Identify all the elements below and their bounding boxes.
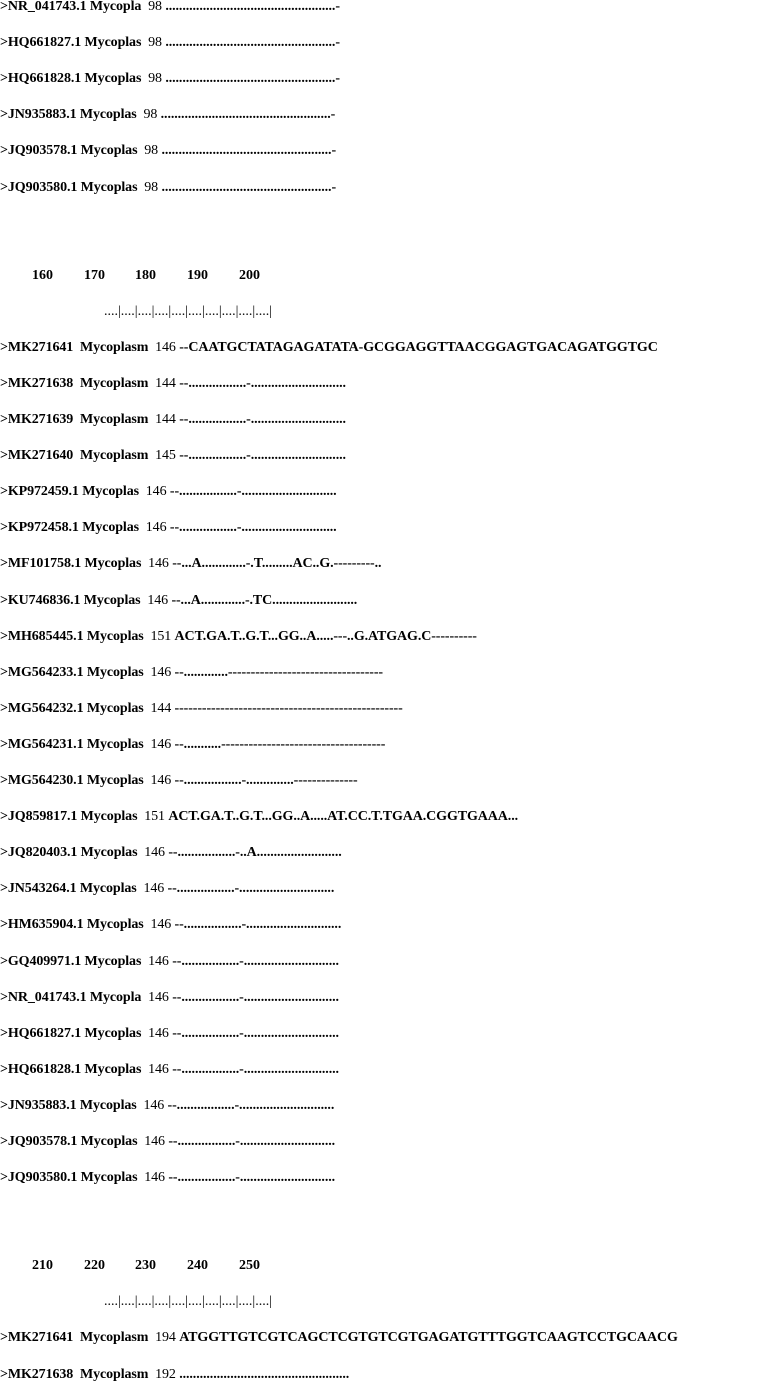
sequence-residues: ..................................................-: [165, 0, 340, 14]
sequence-position: 146: [141, 989, 173, 1005]
ruler-number: 190: [187, 267, 208, 283]
sequence-position: 98: [141, 35, 166, 51]
alignment-row: [0, 989, 339, 1007]
alignment-row: [0, 375, 346, 393]
sequence-residues: --.................-..A.........................: [168, 845, 342, 861]
sequence-label: >HQ661827.1 Mycoplas: [0, 35, 142, 51]
alignment-row: [0, 447, 346, 465]
sequence-label: >JN935883.1 Mycoplas: [0, 107, 137, 123]
sequence-residues: --.................-............................: [179, 375, 346, 391]
sequence-position: 146: [143, 917, 175, 933]
sequence-label: >NR_041743.1 Mycopla: [0, 0, 142, 14]
sequence-label: >MK271640 Mycoplasm: [0, 448, 149, 464]
sequence-position: 144: [148, 412, 180, 427]
sequence-position: 145: [148, 448, 180, 464]
ruler-number: 220: [84, 1258, 105, 1274]
sequence-residues: --...A.............-.T.........AC..G.---------..: [172, 556, 382, 572]
sequence-residues: --CAATGCTATAGAGATATA-GCGGAGGTTAACGGAGTGACAGATGGTGC: [179, 339, 658, 355]
sequence-label: >JQ903580.1 Mycoplas: [0, 179, 138, 195]
sequence-position: 146: [136, 1097, 168, 1113]
alignment-row: [0, 844, 342, 862]
sequence-label: >JQ903580.1 Mycoplas: [0, 1170, 138, 1186]
sequence-position: 146: [137, 1134, 169, 1149]
ruler-number: 200: [239, 267, 260, 283]
sequence-position: 98: [137, 179, 162, 195]
alignment-row: [0, 0, 340, 16]
ruler-number: 180: [135, 267, 156, 283]
sequence-residues: ATGGTTGTCGTCAGCTCGTGTCGTGAGATGTTTGGTCAAGTCCTGCAACG: [179, 1330, 678, 1346]
sequence-residues: --.............----------------------------------: [174, 664, 383, 680]
sequence-position: 146: [143, 736, 175, 752]
alignment-row: [0, 916, 341, 934]
sequence-label: >MK271638 Mycoplasm: [0, 375, 149, 391]
alignment-row: [0, 106, 335, 124]
sequence-position: 192: [148, 1366, 180, 1382]
sequence-residues: --.................-............................: [168, 1170, 336, 1186]
sequence-label: >KP972459.1 Mycoplas: [0, 484, 139, 500]
ruler-ticks: ....|....|....|....|....|....|....|....|....|....|: [104, 1294, 273, 1310]
sequence-position: 98: [141, 0, 166, 14]
alignment-row: [0, 664, 383, 682]
alignment-row: [0, 555, 381, 573]
sequence-position: 146: [138, 520, 170, 536]
alignment-row: [0, 70, 340, 88]
sequence-position: 151: [143, 628, 175, 644]
sequence-residues: --.................-............................: [179, 448, 346, 464]
sequence-label: >MK271639 Mycoplasm: [0, 412, 149, 427]
sequence-position: 98: [137, 143, 162, 159]
sequence-residues: ..................................................-: [161, 179, 337, 195]
alignment-row: [0, 1329, 678, 1347]
sequence-label: >KP972458.1 Mycoplas: [0, 520, 139, 536]
sequence-residues: --.................-............................: [168, 1134, 336, 1149]
sequence-label: >MG564233.1 Mycoplas: [0, 664, 144, 680]
sequence-residues: --.................-............................: [167, 1097, 335, 1113]
sequence-residues: --.................-..............--------------: [174, 773, 358, 788]
sequence-label: >MH685445.1 Mycoplas: [0, 628, 144, 644]
alignment-row: [0, 483, 337, 501]
sequence-position: 146: [143, 664, 175, 680]
sequence-position: 146: [141, 1025, 173, 1041]
alignment-row: [0, 953, 339, 971]
alignment-row: [0, 592, 357, 610]
sequence-label: >MK271641 Mycoplasm: [0, 1330, 149, 1346]
alignment-row: [0, 519, 337, 537]
sequence-label: >JQ820403.1 Mycoplas: [0, 845, 138, 861]
sequence-residues: ..................................................-: [160, 107, 336, 123]
sequence-residues: --------------------------------------------------: [174, 700, 403, 716]
sequence-position: 146: [141, 556, 173, 572]
sequence-label: >JQ903578.1 Mycoplas: [0, 1134, 138, 1149]
sequence-residues: --.................-............................: [179, 412, 346, 427]
sequence-position: 146: [141, 953, 173, 969]
sequence-label: >NR_041743.1 Mycopla: [0, 989, 142, 1005]
alignment-row: [0, 1169, 335, 1187]
alignment-row: [0, 628, 477, 646]
sequence-label: >MG564232.1 Mycoplas: [0, 700, 144, 716]
alignment-row: [0, 736, 385, 754]
alignment-row: [0, 339, 658, 357]
alignment-row: [0, 411, 346, 429]
sequence-position: 146: [136, 881, 168, 897]
sequence-residues: ..................................................: [179, 1366, 350, 1382]
sequence-label: >HQ661828.1 Mycoplas: [0, 71, 142, 87]
alignment-row: [0, 808, 518, 826]
sequence-residues: ACT.GA.T..G.T...GG..A.....---..G.ATGAG.C----------: [174, 628, 477, 644]
ruler-numbers: [0, 267, 784, 285]
alignment-row: [0, 1097, 334, 1115]
sequence-label: >HQ661828.1 Mycoplas: [0, 1061, 142, 1077]
sequence-label: >JN543264.1 Mycoplas: [0, 881, 137, 897]
ruler-number: 230: [135, 1258, 156, 1274]
alignment-row: [0, 880, 334, 898]
sequence-residues: --.................-............................: [169, 520, 337, 536]
sequence-position: 146: [143, 773, 175, 788]
ruler-number: 170: [84, 267, 105, 283]
sequence-position: 98: [136, 107, 161, 123]
sequence-residues: ACT.GA.T..G.T...GG..A.....AT.CC.T.TGAA.CGGTGAAA...: [168, 809, 519, 825]
sequence-residues: --.................-............................: [169, 484, 337, 500]
sequence-residues: ..................................................-: [165, 71, 340, 87]
sequence-residues: ..................................................-: [165, 35, 340, 51]
alignment-row: [0, 179, 336, 197]
ruler-number: 240: [187, 1258, 208, 1274]
ruler-ticks: ....|....|....|....|....|....|....|....|....|....|: [104, 303, 273, 319]
sequence-residues: --.................-............................: [172, 953, 339, 969]
alignment-row: [0, 142, 336, 160]
sequence-label: >MK271638 Mycoplasm: [0, 1366, 149, 1382]
sequence-residues: --.................-............................: [172, 1061, 339, 1077]
sequence-label: >HM635904.1 Mycoplas: [0, 917, 144, 933]
sequence-position: 98: [141, 71, 166, 87]
alignment-row: [0, 772, 358, 790]
sequence-position: 146: [138, 484, 170, 500]
alignment-row: [0, 700, 403, 718]
sequence-label: >HQ661827.1 Mycoplas: [0, 1025, 142, 1041]
sequence-residues: --...........------------------------------------: [174, 736, 386, 752]
sequence-label: >JQ859817.1 Mycoplas: [0, 809, 138, 825]
alignment-row: [0, 34, 340, 52]
ruler-number: 160: [32, 267, 53, 283]
ruler-number: 250: [239, 1258, 260, 1274]
ruler-number: 210: [32, 1258, 53, 1274]
alignment-row: [0, 1061, 339, 1079]
sequence-label: >MF101758.1 Mycoplas: [0, 556, 142, 572]
sequence-position: 146: [137, 1170, 169, 1186]
alignment-row: [0, 1025, 339, 1043]
ruler-numbers: [0, 1257, 784, 1275]
sequence-position: 146: [137, 845, 169, 861]
sequence-position: 144: [143, 700, 175, 716]
sequence-label: >JN935883.1 Mycoplas: [0, 1097, 137, 1113]
sequence-label: >KU746836.1 Mycoplas: [0, 592, 141, 608]
sequence-position: 194: [148, 1330, 180, 1346]
sequence-residues: --.................-............................: [172, 1025, 339, 1041]
sequence-position: 146: [141, 1061, 173, 1077]
sequence-label: >MK271641 Mycoplasm: [0, 339, 149, 355]
sequence-position: 144: [148, 375, 180, 391]
sequence-label: >GQ409971.1 Mycoplas: [0, 953, 142, 969]
sequence-residues: ..................................................-: [161, 143, 337, 159]
sequence-residues: --...A.............-.TC.........................: [171, 592, 358, 608]
alignment-row: [0, 1133, 335, 1151]
sequence-position: 146: [140, 592, 172, 608]
sequence-residues: --.................-............................: [172, 989, 339, 1005]
sequence-label: >MG564230.1 Mycoplas: [0, 773, 144, 788]
sequence-residues: --.................-............................: [167, 881, 335, 897]
sequence-label: >JQ903578.1 Mycoplas: [0, 143, 138, 159]
sequence-position: 151: [137, 809, 169, 825]
sequence-residues: --.................-............................: [174, 917, 342, 933]
sequence-position: 146: [148, 339, 180, 355]
sequence-label: >MG564231.1 Mycoplas: [0, 736, 144, 752]
